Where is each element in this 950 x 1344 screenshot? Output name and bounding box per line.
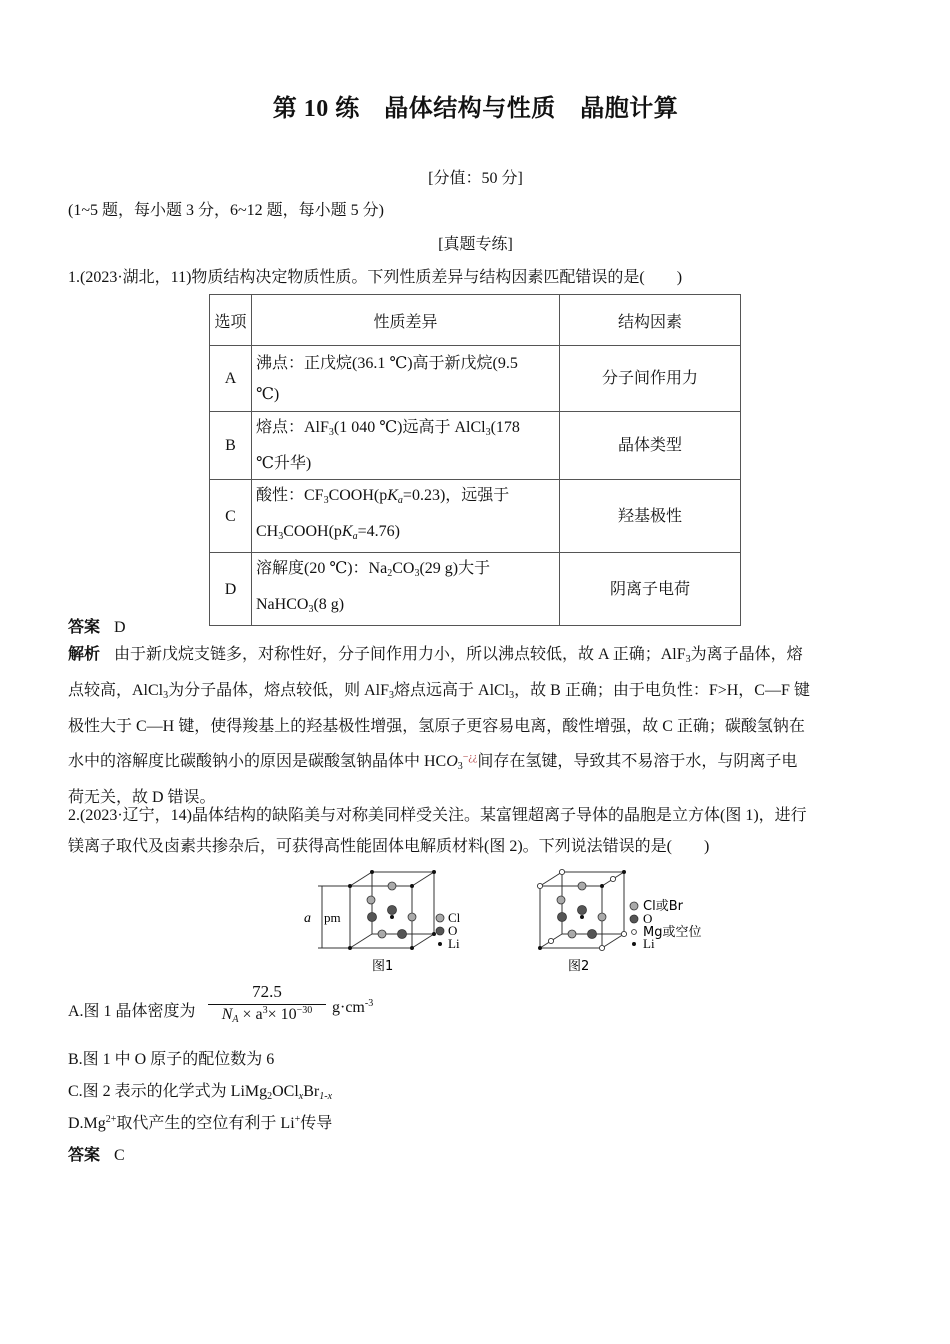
cl-atom — [367, 896, 375, 904]
table-header-row — [210, 295, 741, 346]
q2-answer: 答案 C — [68, 1147, 125, 1164]
option-a-prefix: A.图 1 晶体密度为 — [68, 1003, 196, 1020]
dim-a: a — [304, 911, 311, 926]
option-b: B.图 1 中 O 原子的配位数为 6 — [68, 1051, 275, 1068]
q2-stem: 2.(2023·辽宁，14)晶体结构的缺陷美与对称美同样受关注。某富锂超离子导体的晶胞是立方体(图 1)，进行 镁离子取代及卤素共掺杂后，可获得高性能固体电解质材料(图 2)。下列说法错误的是( ) — [68, 807, 807, 855]
legend-o-marker — [630, 915, 638, 923]
mg-vacancy-site — [548, 938, 553, 943]
q1-answer: 答案 D — [68, 619, 126, 636]
q1-stem: 1.(2023·湖北，11)物质结构决定物质性质。下列性质差异与结构因素匹配错误的是( ) — [68, 269, 683, 286]
mg-vacancy-site — [599, 945, 604, 950]
li-atom — [410, 884, 414, 888]
fraction-numerator: 72.5 — [252, 982, 282, 1001]
o-atom — [578, 906, 587, 915]
unit-cell-diagram — [304, 862, 710, 974]
li-atom — [538, 946, 542, 950]
q1-analysis: 解析 由于新戊烷支链多，对称性好，分子间作用力小，所以沸点较低，故 A 正确；AlF$_3$为离子晶体，熔 点较高，AlCl$_3$为分子晶体，熔点较低，则 AlF$_3$熔点远高于 AlCl$_3$，故 B 正确；由于电负性：F>H，C—F 键 极性大于 C—H 键，使得羧基上的羟基极性增强，氢原子更容易电离，酸性增强，故 C 正确；碳酸氢钠在 水中的溶解度比碳酸钠小的原因是碳酸氢钠晶体中 $HCO_3^{-¿¿}$间存在氢键，导致其不易溶于水，与阴离子电 荷无关，故 D 错误。 — [68, 646, 810, 806]
li-atom — [622, 870, 626, 874]
q1-table — [209, 294, 741, 626]
li-atom — [370, 870, 374, 874]
legend-mg: Mg或空位 — [643, 925, 702, 940]
li-atom — [348, 946, 352, 950]
legend-cl-marker — [436, 914, 444, 922]
row-factor: 分子间作用力 — [560, 346, 741, 412]
cube-back-face — [372, 872, 434, 934]
header-option: 选项 — [210, 295, 252, 346]
o-atom — [558, 913, 567, 922]
o-atom — [388, 906, 397, 915]
legend-clbr: Cl或Br — [643, 899, 683, 914]
score-note: [分值：50 分] — [428, 170, 523, 187]
legend-o-marker — [436, 927, 444, 935]
li-atom — [432, 870, 436, 874]
legend-o: O — [448, 923, 458, 938]
table-row — [210, 346, 741, 412]
mg-vacancy-site — [621, 931, 626, 936]
dim-pm: pm — [324, 910, 341, 925]
section-heading: [真题专练] — [438, 236, 513, 253]
fig2-caption: 图2 — [568, 959, 590, 974]
option-d: $D.Mg^{2+}$取代产生的空位有利于 Li+传导 — [68, 1114, 333, 1132]
o-atom — [588, 930, 597, 939]
option-a-unit: $g\cdot cm^{-3}$ — [332, 998, 374, 1016]
row-option: D — [210, 553, 252, 626]
o-atom — [398, 930, 407, 939]
li-atom — [580, 915, 584, 919]
legend-clbr-marker — [630, 902, 638, 910]
legend-mg-marker — [632, 930, 637, 935]
crystal-figures — [304, 862, 710, 979]
header-factor: 结构因素 — [560, 295, 741, 346]
cl-br-atom — [557, 896, 565, 904]
mg-vacancy-site — [610, 876, 615, 881]
table-row — [210, 412, 741, 480]
row-factor: 羟基极性 — [560, 480, 741, 553]
li-atom — [410, 946, 414, 950]
legend-li: Li — [448, 936, 460, 951]
option-a-fraction — [208, 982, 326, 1025]
row-property: 溶解度(20 ℃)：$Na_2CO_3(29$ g)大于 NaHCO$_3$(8 g) — [252, 553, 560, 626]
table-row — [210, 480, 741, 553]
legend-li-marker — [632, 942, 636, 946]
legend-li: Li — [643, 936, 655, 951]
row-property: 沸点：正戊烷(36.1 ℃)高于新戊烷(9.5 ℃) — [252, 346, 560, 412]
cl-br-atom — [598, 913, 606, 921]
legend-o: O — [643, 911, 653, 926]
li-atom — [432, 932, 436, 936]
row-option: A — [210, 346, 252, 412]
row-factor: 晶体类型 — [560, 412, 741, 480]
row-property: 熔点：AlF$_3$(1 040 ℃)远高于 AlCl$_3$(178 ℃升华) — [252, 412, 560, 480]
li-atom — [390, 915, 394, 919]
row-option: B — [210, 412, 252, 480]
li-atom — [348, 884, 352, 888]
cl-atom — [378, 930, 386, 938]
option-c: C.图 2 表示的化学式为 $LiMg_2OCl_xBr_{1-x}$ — [68, 1083, 333, 1102]
row-factor: 阴离子电荷 — [560, 553, 741, 626]
legend-li-marker — [438, 942, 442, 946]
fraction-denominator: $N_A \times a^3\times 10^{-30}$ — [221, 1005, 313, 1025]
fig1-caption: 图1 — [372, 959, 394, 974]
scoring-note: (1~5 题，每小题 3 分，6~12 题，每小题 5 分) — [68, 202, 384, 219]
legend-cl: Cl — [448, 910, 461, 925]
cl-br-atom — [568, 930, 576, 938]
mg-vacancy-site — [559, 869, 564, 874]
li-atom — [600, 884, 604, 888]
header-property: 性质差异 — [252, 295, 560, 346]
cl-atom — [388, 882, 396, 890]
cl-br-atom — [578, 882, 586, 890]
o-atom — [368, 913, 377, 922]
cl-atom — [408, 913, 416, 921]
page-title: 第 10 练 晶体结构与性质 晶胞计算 — [272, 96, 679, 122]
row-property: 酸性：$CF_3COOH(pK_a=0.23)$，远强于 $CH_3COOH(pK_a=4.76)$ — [252, 480, 560, 553]
row-option: C — [210, 480, 252, 553]
table-row — [210, 553, 741, 626]
mg-vacancy-site — [537, 883, 542, 888]
